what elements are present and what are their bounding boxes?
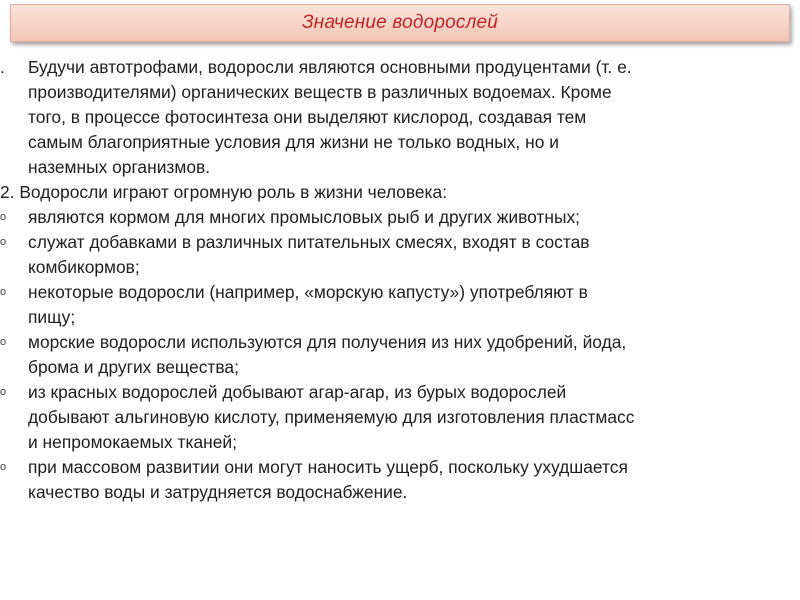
bullet-marker: o (0, 386, 7, 398)
bullet-marker: o (0, 211, 7, 223)
bullet-2-line-1 (0, 230, 800, 255)
bullet-5-line-2 (0, 405, 800, 430)
bullet-text: комбикормов; (28, 257, 140, 277)
bullet-text: являются кормом для многих промысловых рыб и других животных; (28, 207, 580, 227)
bullet-6-line-1 (0, 455, 800, 480)
slide-title-bar (10, 4, 790, 42)
slide-content (0, 55, 800, 600)
paragraph-1-line-2 (0, 80, 800, 105)
paragraph-1-text: Будучи автотрофами, водоросли являются основными продуцентами (т. е. (28, 57, 632, 77)
bullet-3-line-2 (0, 305, 800, 330)
bullet-3-line-1 (0, 280, 800, 305)
bullet-1-line-1 (0, 205, 800, 230)
slide-title: Значение водорослей (301, 12, 499, 33)
bullet-4-line-2 (0, 355, 800, 380)
bullet-text: морские водоросли используются для получения из них удобрений, йода, (28, 332, 627, 352)
paragraph-1-line-5 (0, 155, 800, 180)
paragraph-1-text: того, в процессе фотосинтеза они выделяют кислород, создавая тем (28, 107, 587, 127)
paragraph-1-marker: . (0, 58, 5, 77)
bullet-text: пищу; (28, 307, 76, 327)
bullet-5-line-1 (0, 380, 800, 405)
bullet-text: и непромокаемых тканей; (28, 432, 237, 452)
bullet-2-line-2 (0, 255, 800, 280)
paragraph-1-text: самым благоприятные условия для жизни не только водных, но и (28, 132, 559, 152)
paragraph-1-text: производителями) органических веществ в различных водоемах. Кроме (28, 82, 612, 102)
paragraph-1-line-1 (0, 55, 800, 80)
paragraph-2-text: 2. Водоросли играют огромную роль в жизни человека: (0, 182, 448, 202)
bullet-6-line-2 (0, 480, 800, 505)
bullet-text: добывают альгиновую кислоту, применяемую для изготовления пластмасс (28, 407, 635, 427)
bullet-text: при массовом развитии они могут наносить ущерб, поскольку ухудшается (28, 457, 628, 477)
paragraph-1-line-4 (0, 130, 800, 155)
bullet-marker: o (0, 461, 7, 473)
bullet-text: брома и других вещества; (28, 357, 239, 377)
paragraph-1-text: наземных организмов. (28, 157, 211, 177)
paragraph-2 (0, 180, 800, 205)
bullet-text: качество воды и затрудняется водоснабжение. (28, 482, 408, 502)
bullet-marker: o (0, 236, 7, 248)
bullet-text: некоторые водоросли (например, «морскую капусту») употребляют в (28, 282, 588, 302)
bullet-marker: o (0, 286, 7, 298)
paragraph-1-line-3 (0, 105, 800, 130)
bullet-marker: o (0, 336, 7, 348)
bullet-5-line-3 (0, 430, 800, 455)
bullet-text: служат добавками в различных питательных смесях, входят в состав (28, 232, 590, 252)
bullet-text: из красных водорослей добывают агар-агар, из бурых водорослей (28, 382, 567, 402)
bullet-4-line-1 (0, 330, 800, 355)
